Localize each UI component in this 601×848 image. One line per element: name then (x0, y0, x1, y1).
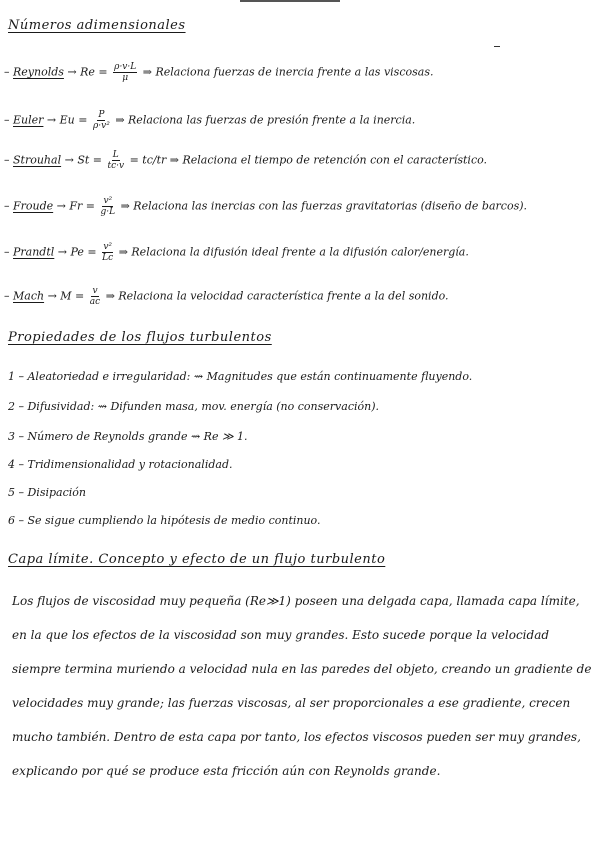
fraction-denominator: tc·v (107, 161, 125, 171)
number-row-reynolds: – Reynolds → Re = $\frac{\rho\cdot v\cdot L}{\mu}$ ⇒ Relaciona fuerzas de inercia frente a las viscosas. (4, 62, 434, 83)
property-item: 2 – Difusividad: ⇝ Difunden masa, mov. energía (no conservación). (8, 400, 379, 413)
property-item: 4 – Tridimensionalidad y rotacionalidad. (8, 458, 233, 471)
fraction-denominator: Lc (102, 253, 114, 263)
number-symbol: Re = (80, 65, 108, 79)
heading-turbulent-properties: Propiedades de los flujos turbulentos (8, 330, 272, 345)
scan-edge-mark (240, 0, 340, 2)
formula-fraction (113, 62, 137, 83)
number-row-mach: – Mach → M = $\frac{v}{ac}$ ⇒ Relaciona la velocidad característica frente a la del sonido. (4, 286, 449, 307)
number-symbol: M = (60, 289, 85, 303)
fraction-numerator: P (98, 110, 105, 120)
number-row-froude: – Froude → Fr = $\frac{\text{v²}}{g\cdot L}$ ⇒ Relaciona las inercias con las fuerzas gravitatorias (diseño de barcos). (4, 196, 528, 217)
number-row-strouhal: – Strouhal → St = $\frac{L}{tc\cdot v}$ = tc/tr ⇒ Relaciona el tiempo de retención con el característico. (4, 150, 488, 171)
number-symbol: St = (77, 153, 102, 167)
property-item: 3 – Número de Reynolds grande ⇝ Re ≫ 1. (8, 430, 248, 443)
fraction-numerator: ρ·v·L (114, 62, 137, 72)
number-name: Mach (13, 289, 45, 303)
formula-fraction (107, 150, 124, 171)
number-description: ⇒ Relaciona fuerzas de inercia frente a las viscosas. (142, 65, 434, 79)
formula-fraction (100, 196, 115, 217)
number-description: ⇒ Relaciona las inercias con las fuerzas gravitatorias (diseño de barcos). (120, 199, 528, 213)
number-symbol: Eu = (59, 113, 88, 127)
fraction-numerator: v (92, 286, 98, 296)
number-description: ⇒ Relaciona las fuerzas de presión frente a la inercia. (115, 113, 416, 127)
fraction-numerator: v² (103, 242, 113, 252)
number-name: Strouhal (13, 153, 62, 167)
number-name: Euler (13, 113, 44, 127)
number-row-euler: – Euler → Eu = $\frac{P}{\text{ρ·v²}}$ ⇒ Relaciona las fuerzas de presión frente a la inercia. (4, 110, 416, 131)
formula-fraction (90, 286, 100, 307)
number-symbol: Fr = (69, 199, 95, 213)
stray-pen-mark (494, 46, 500, 47)
fraction-denominator: μ (122, 73, 129, 83)
number-row-prandtl: – Prandtl → Pe = $\frac{\text{v²}}{Lc}$ ⇒ Relaciona la difusión ideal frente a la difusión calor/energía. (4, 242, 469, 263)
formula-fraction (102, 242, 113, 263)
number-description: ⇒ Relaciona la difusión ideal frente a la difusión calor/energía. (118, 245, 469, 259)
fraction-denominator: g·L (100, 207, 116, 217)
fraction-numerator: v² (103, 196, 113, 206)
formula-fraction (93, 110, 110, 131)
fraction-numerator: L (112, 150, 119, 160)
number-name: Froude (13, 199, 54, 213)
number-name: Reynolds (13, 65, 64, 79)
fraction-denominator: ρ·v² (92, 121, 110, 131)
number-description: ⇒ Relaciona el tiempo de retención con el característico. (169, 153, 488, 167)
property-item: 1 – Aleatoriedad e irregularidad: ⇝ Magnitudes que están continuamente fluyendo. (8, 370, 473, 383)
fraction-denominator: ac (89, 297, 101, 307)
number-name: Prandtl (13, 245, 55, 259)
formula-extra: = tc/tr (129, 153, 167, 167)
heading-boundary-layer: Capa límite. Concepto y efecto de un flujo turbulento (8, 552, 386, 567)
property-item: 6 – Se sigue cumpliendo la hipótesis de medio continuo. (8, 514, 321, 527)
property-item: 5 – Disipación (8, 486, 86, 499)
boundary-layer-paragraph: Los flujos de viscosidad muy pequeña (Re≫1) poseen una delgada capa, llamada capa límite, en la que los efectos de la viscosidad son muy grandes. Esto sucede porque la velocidad siempre termina muriendo a velocidad nula en las paredes del objeto, creando un gradiente de velocidades muy grande; las fuerzas viscosas, al ser proporcionales a ese gradiente, crecen mucho también. Dentro de esta capa por tanto, los efectos viscosos pueden ser muy grandes, explicando por qué se produce esta fricción aún con Reynolds grande. (12, 594, 592, 778)
number-symbol: Pe = (70, 245, 97, 259)
number-description: ⇒ Relaciona la velocidad característica frente a la del sonido. (105, 289, 449, 303)
heading-adimensional-numbers: Números adimensionales (8, 18, 186, 33)
